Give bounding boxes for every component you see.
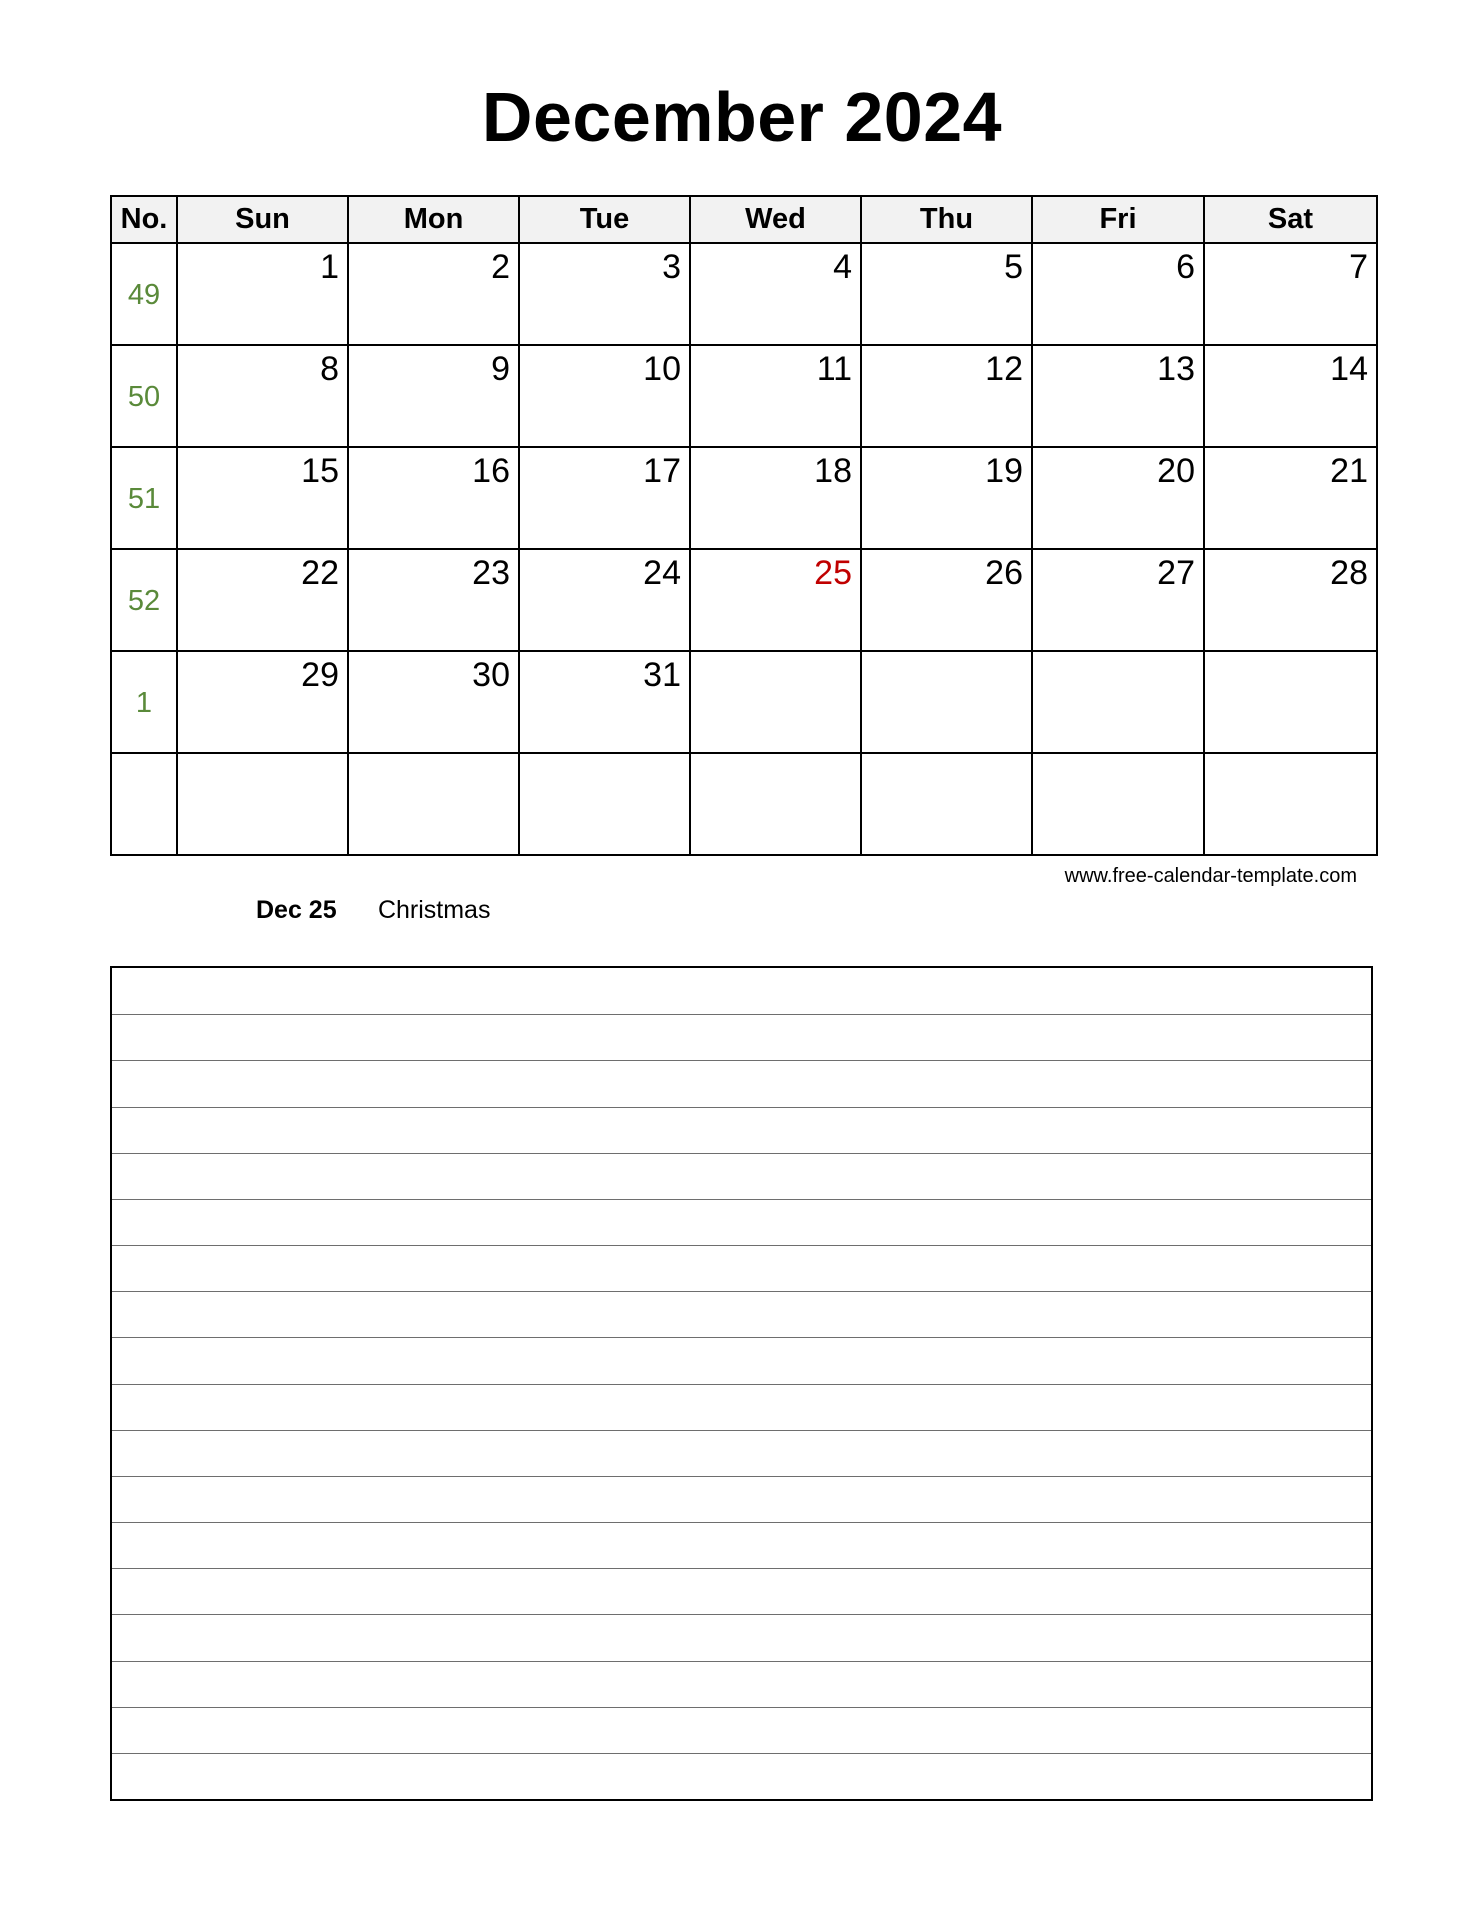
calendar-title: December 2024 xyxy=(481,78,1003,156)
day-cell xyxy=(177,243,348,345)
day-number xyxy=(1033,652,1203,658)
day-cell xyxy=(1032,753,1204,855)
day-cell xyxy=(348,549,519,651)
day-number: 5 xyxy=(1004,248,1023,286)
day-number xyxy=(691,652,860,658)
notes-rule-line xyxy=(112,1568,1371,1569)
holiday-name: Christmas xyxy=(377,896,491,924)
day-number: 11 xyxy=(816,350,852,388)
day-cell xyxy=(1204,549,1377,651)
notes-rule-line xyxy=(112,1060,1371,1061)
day-cell xyxy=(690,651,861,753)
day-number: 7 xyxy=(1349,248,1368,286)
notes-rule-line xyxy=(112,1337,1371,1338)
day-cell xyxy=(177,447,348,549)
day-number: 31 xyxy=(643,656,681,694)
day-cell xyxy=(177,753,348,855)
day-cell xyxy=(177,651,348,753)
header-tue: Tue xyxy=(519,196,690,243)
header-row xyxy=(111,196,1377,243)
day-number xyxy=(349,754,518,760)
day-number xyxy=(1205,652,1376,658)
week-row xyxy=(111,447,1377,549)
notes-rule-line xyxy=(112,1430,1371,1431)
day-cell xyxy=(519,651,690,753)
day-cell xyxy=(348,243,519,345)
day-cell xyxy=(348,753,519,855)
day-number: 17 xyxy=(643,452,681,490)
day-number: 24 xyxy=(643,554,681,592)
day-number: 19 xyxy=(985,452,1023,490)
day-cell xyxy=(519,549,690,651)
day-number: 22 xyxy=(301,554,339,592)
day-number: 4 xyxy=(833,248,852,286)
header-sat: Sat xyxy=(1204,196,1377,243)
day-number: 13 xyxy=(1157,350,1195,388)
day-number xyxy=(862,652,1031,658)
day-number: 15 xyxy=(301,452,339,490)
header-sun: Sun xyxy=(177,196,348,243)
day-number: 10 xyxy=(643,350,681,388)
notes-rule-line xyxy=(112,1014,1371,1015)
day-cell xyxy=(1204,345,1377,447)
website-link[interactable]: www.free-calendar-template.com xyxy=(1064,865,1357,887)
day-cell xyxy=(519,753,690,855)
week-row xyxy=(111,243,1377,345)
week-row xyxy=(111,651,1377,753)
day-number: 27 xyxy=(1157,554,1195,592)
day-cell xyxy=(1032,243,1204,345)
day-number: 20 xyxy=(1157,452,1195,490)
week-row xyxy=(111,753,1377,855)
notes-rule-line xyxy=(112,1153,1371,1154)
notes-rule-line xyxy=(112,1199,1371,1200)
calendar-grid xyxy=(110,195,1378,856)
day-cell xyxy=(690,243,861,345)
day-number: 8 xyxy=(320,350,339,388)
day-number: 29 xyxy=(301,656,339,694)
day-cell xyxy=(519,243,690,345)
day-number: 18 xyxy=(814,452,852,490)
week-number: 50 xyxy=(111,345,177,447)
header-thu: Thu xyxy=(861,196,1032,243)
day-number xyxy=(178,754,347,760)
day-cell xyxy=(177,549,348,651)
header-mon: Mon xyxy=(348,196,519,243)
day-cell xyxy=(348,447,519,549)
day-cell xyxy=(519,345,690,447)
holiday-date: Dec 25 xyxy=(256,896,337,924)
notes-area[interactable] xyxy=(110,966,1373,1801)
week-number: 51 xyxy=(111,447,177,549)
day-cell xyxy=(861,447,1032,549)
day-number: 14 xyxy=(1330,350,1368,388)
holiday-day-number: 25 xyxy=(814,554,852,592)
notes-rule-line xyxy=(112,1707,1371,1708)
notes-rule-line xyxy=(112,1245,1371,1246)
day-cell xyxy=(861,651,1032,753)
day-number: 12 xyxy=(985,350,1023,388)
notes-rule-line xyxy=(112,1661,1371,1662)
holiday-list-item xyxy=(256,896,490,925)
day-number: 30 xyxy=(472,656,510,694)
day-cell xyxy=(348,345,519,447)
day-cell xyxy=(690,345,861,447)
day-cell xyxy=(519,447,690,549)
week-number: 52 xyxy=(111,549,177,651)
day-cell xyxy=(861,345,1032,447)
day-number: 26 xyxy=(985,554,1023,592)
day-number xyxy=(1033,754,1203,760)
day-cell xyxy=(348,651,519,753)
day-cell xyxy=(1204,651,1377,753)
day-cell xyxy=(861,243,1032,345)
week-row xyxy=(111,345,1377,447)
day-number: 6 xyxy=(1176,248,1195,286)
notes-rule-line xyxy=(112,1291,1371,1292)
day-cell xyxy=(1204,753,1377,855)
day-cell xyxy=(690,447,861,549)
day-cell xyxy=(1032,447,1204,549)
day-cell xyxy=(1204,243,1377,345)
day-cell xyxy=(861,549,1032,651)
day-number xyxy=(862,754,1031,760)
day-number: 21 xyxy=(1330,452,1368,490)
day-cell xyxy=(1032,345,1204,447)
week-row xyxy=(111,549,1377,651)
day-cell xyxy=(690,753,861,855)
week-number: 1 xyxy=(111,651,177,753)
day-number: 2 xyxy=(491,248,510,286)
day-cell xyxy=(861,753,1032,855)
day-number xyxy=(520,754,689,760)
notes-rule-line xyxy=(112,1614,1371,1615)
day-cell xyxy=(1204,447,1377,549)
day-number: 9 xyxy=(491,350,510,388)
day-cell xyxy=(177,345,348,447)
day-number: 28 xyxy=(1330,554,1368,592)
notes-rule-line xyxy=(112,1753,1371,1754)
day-number xyxy=(691,754,860,760)
day-number xyxy=(1205,754,1376,760)
day-number: 1 xyxy=(320,248,339,286)
day-cell xyxy=(1032,651,1204,753)
header-week-number: No. xyxy=(111,196,177,243)
day-cell xyxy=(1032,549,1204,651)
notes-rule-line xyxy=(112,1522,1371,1523)
week-number: 49 xyxy=(111,243,177,345)
week-number xyxy=(111,753,177,855)
day-number: 16 xyxy=(472,452,510,490)
day-number: 3 xyxy=(662,248,681,286)
day-number: 23 xyxy=(472,554,510,592)
day-cell-holiday xyxy=(690,549,861,651)
header-wed: Wed xyxy=(690,196,861,243)
notes-rule-line xyxy=(112,1384,1371,1385)
header-fri: Fri xyxy=(1032,196,1204,243)
notes-rule-line xyxy=(112,1107,1371,1108)
notes-rule-line xyxy=(112,1476,1371,1477)
